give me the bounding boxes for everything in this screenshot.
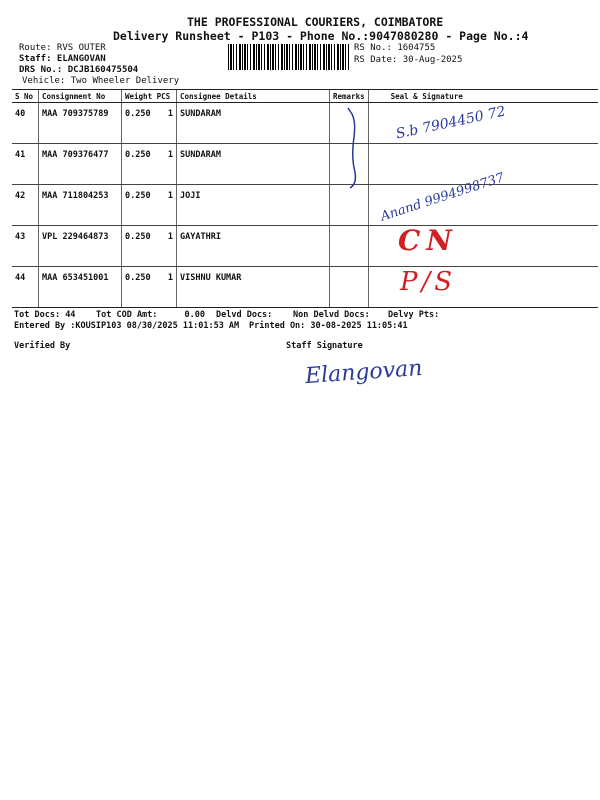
non-delvd-docs: Non Delvd Docs:: [293, 310, 370, 320]
cell-weight-pcs: [122, 144, 177, 185]
runsheet-table: [12, 89, 598, 308]
entered-by: Entered By :KOUSIP103 08/30/2025 11:01:53 AM: [14, 321, 240, 331]
barcode: [228, 44, 350, 70]
cell-weight: 0.250: [125, 273, 151, 283]
footer-totals: [14, 310, 75, 320]
cell-weight: 0.250: [125, 150, 151, 160]
company-name: THE PROFESSIONAL COURIERS, COIMBATORE: [187, 15, 444, 29]
runsheet-subtitle: Delivery Runsheet - P103 - Phone No.:9047080280 - Page No.:4: [113, 29, 529, 43]
route: Route: RVS OUTER: [19, 43, 106, 53]
col-consignment: Consignment No: [39, 90, 122, 103]
cell-remarks: [330, 226, 369, 267]
verified-by: Verified By: [14, 341, 71, 351]
cell-weight: 0.250: [125, 191, 151, 201]
cell-weight: 0.250: [125, 232, 151, 242]
cell-consignment: MAA 709376477: [39, 144, 122, 185]
col-weight-pcs: [122, 90, 177, 103]
cell-weight-pcs: [122, 267, 177, 308]
rs-date: RS Date: 30-Aug-2025: [354, 55, 463, 65]
staff-signature: Elangovan: [304, 355, 424, 390]
col-sno: S No: [12, 90, 39, 103]
col-remarks: Remarks: [330, 90, 369, 103]
cell-weight-pcs: [122, 226, 177, 267]
cell-consignee: VISHNU KUMAR: [177, 267, 330, 308]
handwriting-row43: CN: [398, 224, 458, 257]
col-consignee: Consignee Details: [177, 90, 330, 103]
drs-number: DRS No.: DCJB160475504: [19, 65, 139, 75]
cell-consignment: MAA 711804253: [39, 185, 122, 226]
cell-weight-pcs: [122, 103, 177, 144]
table-header-row: [12, 90, 598, 103]
cell-sno: 44: [12, 267, 39, 308]
handwriting-row42: Anand 9994998737: [378, 170, 507, 225]
tot-docs-value: 44: [65, 310, 76, 320]
cell-consignment: MAA 709375789: [39, 103, 122, 144]
tot-docs-label: Tot Docs:: [14, 310, 61, 320]
rs-number: RS No.: 1604755: [354, 43, 436, 53]
staff: Staff: ELANGOVAN: [19, 54, 106, 64]
cell-sno: 41: [12, 144, 39, 185]
cell-sno: 40: [12, 103, 39, 144]
cell-consignee: SUNDARAM: [177, 103, 330, 144]
col-pcs: PCS: [156, 91, 171, 101]
table-row: [12, 144, 598, 185]
remarks-brace-mark: [340, 102, 370, 194]
cell-sno: 42: [12, 185, 39, 226]
delvy-pts: Delvy Pts:: [388, 310, 440, 320]
col-seal: Seal & Signature: [368, 90, 598, 103]
tot-cod-label: Tot COD Amt:: [96, 310, 158, 320]
cell-consignment: VPL 229464873: [39, 226, 122, 267]
col-weight: Weight: [125, 91, 153, 101]
cell-consignee: SUNDARAM: [177, 144, 330, 185]
table-row: [12, 185, 598, 226]
cell-pcs: 1: [167, 232, 173, 242]
cell-remarks: [330, 267, 369, 308]
cell-consignee: GAYATHRI: [177, 226, 330, 267]
cell-weight-pcs: [122, 185, 177, 226]
handwriting-row44: P/S: [400, 267, 457, 297]
cell-pcs: 1: [167, 150, 173, 160]
staff-signature-label: Staff Signature: [286, 341, 363, 351]
vehicle: Vehicle: Two Wheeler Delivery: [22, 76, 180, 86]
delvd-docs: Delvd Docs:: [216, 310, 273, 320]
handwriting-row40: S.b 7904450 72: [394, 103, 508, 143]
printed-on: Printed On: 30-08-2025 11:05:41: [249, 321, 408, 331]
table-row: [12, 226, 598, 267]
table-row: [12, 267, 598, 308]
cell-pcs: 1: [167, 109, 173, 119]
cell-consignment: MAA 653451001: [39, 267, 122, 308]
table-row: [12, 103, 598, 144]
cell-sno: 43: [12, 226, 39, 267]
tot-cod: [96, 310, 205, 320]
cell-consignee: JOJI: [177, 185, 330, 226]
cell-pcs: 1: [167, 191, 173, 201]
cell-pcs: 1: [167, 273, 173, 283]
tot-cod-value: 0.00: [184, 310, 206, 320]
cell-weight: 0.250: [125, 109, 151, 119]
